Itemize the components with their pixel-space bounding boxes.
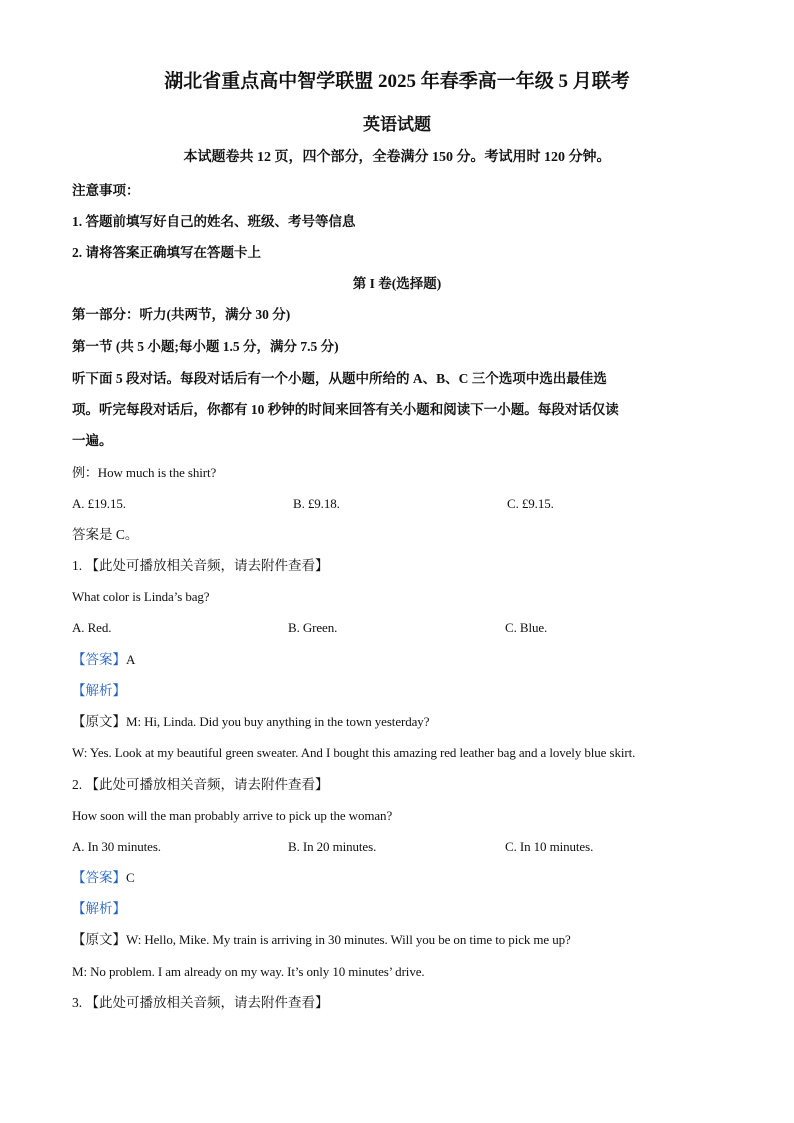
- q1-source-line-2: W: Yes. Look at my beautiful green sweater. And I bought this amazing red leather bag and a lovely blue skirt.: [72, 745, 636, 760]
- volume-heading: 第 I 卷(选择题): [352, 276, 442, 291]
- q2-source-line-2: M: No problem. I am already on my way. It’s only 10 minutes’ drive.: [72, 964, 425, 979]
- q1-question: What color is Linda’s bag?: [72, 589, 210, 604]
- q2-answer-value: C: [126, 870, 135, 885]
- q1-answer-label: 【答案】: [72, 652, 126, 667]
- q2-source-line-1: [72, 932, 571, 948]
- q2-option-b: B. In 20 minutes.: [288, 839, 377, 854]
- q2-header: 2. 【此处可播放相关音频，请去附件查看】: [72, 777, 329, 792]
- q1-source-label: 【原文】: [72, 714, 126, 729]
- page-title: 湖北省重点高中智学联盟 2025 年春季高一年级 5 月联考: [164, 71, 630, 92]
- example-option-a: A. £19.15.: [72, 496, 126, 511]
- part-1-heading: 第一部分：听力(共两节，满分 30 分): [72, 307, 291, 322]
- q1-header: 1. 【此处可播放相关音频，请去附件查看】: [72, 558, 329, 573]
- notes-item-1: 1. 答题前填写好自己的姓名、班级、考号等信息: [72, 214, 356, 229]
- q1-option-c: C. Blue.: [505, 620, 548, 635]
- q2-option-a: A. In 30 minutes.: [72, 839, 161, 854]
- example-answer: 答案是 C。: [72, 527, 139, 542]
- q3-header: 3. 【此处可播放相关音频，请去附件查看】: [72, 995, 329, 1010]
- q2-source-text-1: W: Hello, Mike. My train is arriving in 30 minutes. Will you be on time to pick me up?: [126, 932, 571, 947]
- section-1-heading: 第一节 (共 5 小题;每小题 1.5 分，满分 7.5 分): [72, 339, 339, 354]
- q2-option-c: C. In 10 minutes.: [505, 839, 594, 854]
- instructions-line-2: 项。听完每段对话后，你都有 10 秒钟的时间来回答有关小题和阅读下一小题。每段对话仅读: [72, 402, 619, 417]
- q1-option-a: A. Red.: [72, 620, 112, 635]
- notes-item-2: 2. 请将答案正确填写在答题卡上: [72, 245, 261, 260]
- q1-option-b: B. Green.: [288, 620, 338, 635]
- example-option-c: C. £9.15.: [507, 496, 554, 511]
- q2-answer-label: 【答案】: [72, 870, 126, 885]
- instructions-line-1: 听下面 5 段对话。每段对话后有一个小题，从题中所给的 A、B、C 三个选项中选出最佳选: [72, 371, 607, 386]
- q1-answer: [72, 652, 135, 668]
- page-subtitle: 英语试题: [363, 115, 431, 134]
- example-option-b: B. £9.18.: [293, 496, 340, 511]
- q1-analysis-label: 【解析】: [72, 683, 126, 698]
- q2-question: How soon will the man probably arrive to pick up the woman?: [72, 808, 393, 823]
- notes-heading: 注意事项：: [72, 183, 140, 198]
- exam-intro: 本试题卷共 12 页，四个部分，全卷满分 150 分。考试用时 120 分钟。: [183, 150, 611, 165]
- q1-source-text-1: M: Hi, Linda. Did you buy anything in the town yesterday?: [126, 714, 430, 729]
- q2-source-label: 【原文】: [72, 932, 126, 947]
- example-question: 例：How much is the shirt?: [72, 465, 217, 480]
- q2-answer: [72, 870, 135, 886]
- q1-answer-value: A: [126, 652, 136, 667]
- q1-source-line-1: [72, 714, 429, 730]
- q2-analysis-label: 【解析】: [72, 901, 126, 916]
- instructions-line-3: 一遍。: [72, 433, 113, 448]
